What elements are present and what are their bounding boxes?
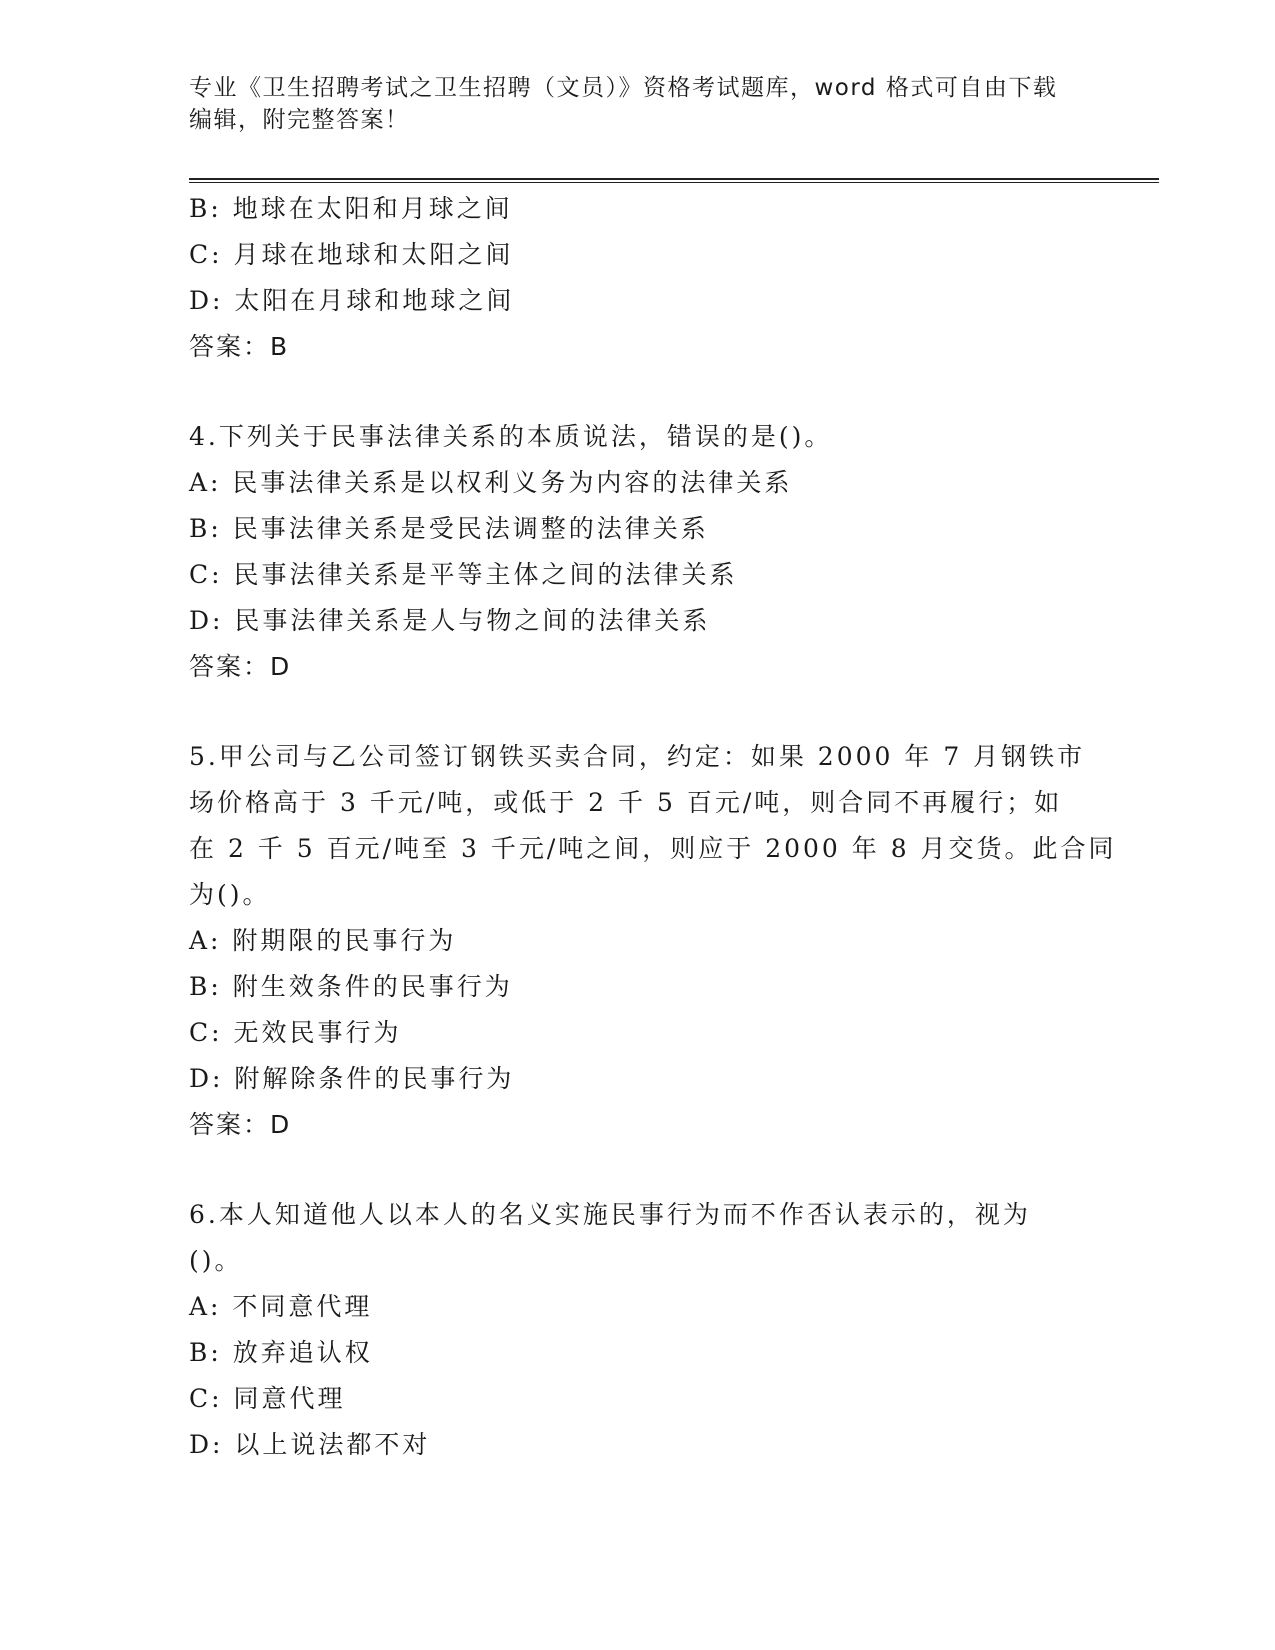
question-stem-line: 6.本人知道他人以本人的名义实施民事行为而不作否认表示的，视为 — [189, 1200, 1031, 1229]
question-list — [189, 186, 1117, 1468]
option-c: C: 无效民事行为 — [189, 1018, 402, 1047]
question-5 — [189, 734, 1117, 1148]
question-stem: 4.下列关于民事法律关系的本质说法，错误的是()。 — [189, 422, 833, 451]
option-d: D: 民事法律关系是人与物之间的法律关系 — [189, 606, 711, 635]
page-header — [189, 72, 1089, 136]
question-stem-line: 为()。 — [189, 880, 271, 909]
option-c: C: 民事法律关系是平等主体之间的法律关系 — [189, 560, 738, 589]
question-stem-line: 在 2 千 5 百元/吨至 3 千元/吨之间，则应于 2000 年 8 月交货。此合同 — [189, 834, 1117, 863]
header-title-line-2: 编辑，附完整答案！ — [189, 107, 410, 133]
spacer — [189, 370, 1089, 414]
option-a: A: 民事法律关系是以权利义务为内容的法律关系 — [189, 468, 793, 497]
answer: 答案：D — [189, 652, 292, 681]
question-stem-line: 场价格高于 3 千元/吨，或低于 2 千 5 百元/吨，则合同不再履行；如 — [189, 788, 1063, 817]
spacer — [189, 1148, 1089, 1192]
option-b: B: 地球在太阳和月球之间 — [189, 194, 513, 223]
option-b: B: 附生效条件的民事行为 — [189, 972, 513, 1001]
option-b: B: 民事法律关系是受民法调整的法律关系 — [189, 514, 709, 543]
spacer — [189, 690, 1089, 734]
option-d: D: 太阳在月球和地球之间 — [189, 286, 515, 315]
option-c: C: 月球在地球和太阳之间 — [189, 240, 514, 269]
answer: 答案：D — [189, 1110, 292, 1139]
option-b: B: 放弃追认权 — [189, 1338, 373, 1367]
header-title-line-1: 专业《卫生招聘考试之卫生招聘（文员）》资格考试题库，word 格式可自由下载 — [189, 75, 1058, 101]
header-divider — [189, 178, 1159, 183]
question-stem-line: 5.甲公司与乙公司签订钢铁买卖合同，约定：如果 2000 年 7 月钢铁市 — [189, 742, 1086, 771]
option-d: D: 以上说法都不对 — [189, 1430, 431, 1459]
option-d: D: 附解除条件的民事行为 — [189, 1064, 515, 1093]
question-3 — [189, 186, 1089, 370]
question-stem-line: ()。 — [189, 1246, 243, 1275]
question-6 — [189, 1192, 1089, 1468]
option-a: A: 附期限的民事行为 — [189, 926, 457, 955]
option-a: A: 不同意代理 — [189, 1292, 373, 1321]
option-c: C: 同意代理 — [189, 1384, 346, 1413]
answer: 答案：B — [189, 332, 290, 361]
question-4 — [189, 414, 1089, 690]
